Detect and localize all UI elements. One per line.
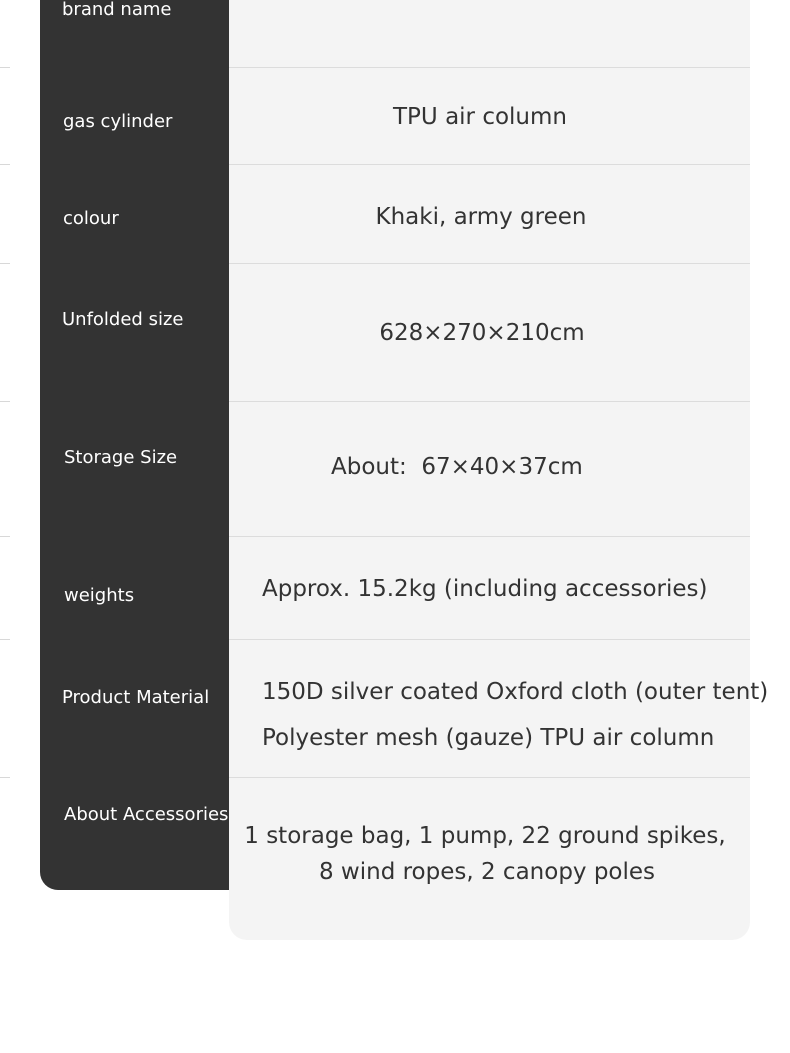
row-divider xyxy=(229,263,750,264)
row-label-unfolded-size: Unfolded size xyxy=(62,309,184,330)
row-divider xyxy=(229,401,750,402)
row-value-weights: Approx. 15.2kg (including accessories) xyxy=(262,576,708,602)
left-divider xyxy=(0,401,10,402)
row-label-colour: colour xyxy=(63,208,119,229)
row-divider xyxy=(229,777,750,778)
row-divider xyxy=(229,67,750,68)
row-label-brand-name: brand name xyxy=(62,0,172,20)
row-divider xyxy=(229,164,750,165)
row-value-gas-cylinder: TPU air column xyxy=(393,104,567,130)
row-value-storage-size: About: 67×40×37cm xyxy=(331,454,583,480)
left-divider xyxy=(0,777,10,778)
row-value-accessories-line2: 8 wind ropes, 2 canopy poles xyxy=(318,859,656,885)
row-divider xyxy=(229,639,750,640)
row-value-accessories-line1: 1 storage bag, 1 pump, 22 ground spikes, xyxy=(244,823,726,849)
left-divider xyxy=(0,67,10,68)
row-label-product-material: Product Material xyxy=(62,687,210,708)
left-divider xyxy=(0,164,10,165)
left-divider xyxy=(0,263,10,264)
row-label-weights: weights xyxy=(64,585,135,606)
row-value-unfolded-size: 628×270×210cm xyxy=(379,320,585,346)
row-label-about-accessories: About Accessories xyxy=(64,804,229,825)
label-column xyxy=(40,0,229,890)
row-value-colour: Khaki, army green xyxy=(375,204,587,230)
row-label-storage-size: Storage Size xyxy=(64,447,178,468)
left-divider xyxy=(0,536,10,537)
row-label-gas-cylinder: gas cylinder xyxy=(63,111,173,132)
left-divider xyxy=(0,639,10,640)
row-value-product-material-line1: 150D silver coated Oxford cloth (outer tent) xyxy=(262,679,769,705)
row-divider xyxy=(229,536,750,537)
row-value-product-material-line2: Polyester mesh (gauze) TPU air column xyxy=(262,725,715,751)
